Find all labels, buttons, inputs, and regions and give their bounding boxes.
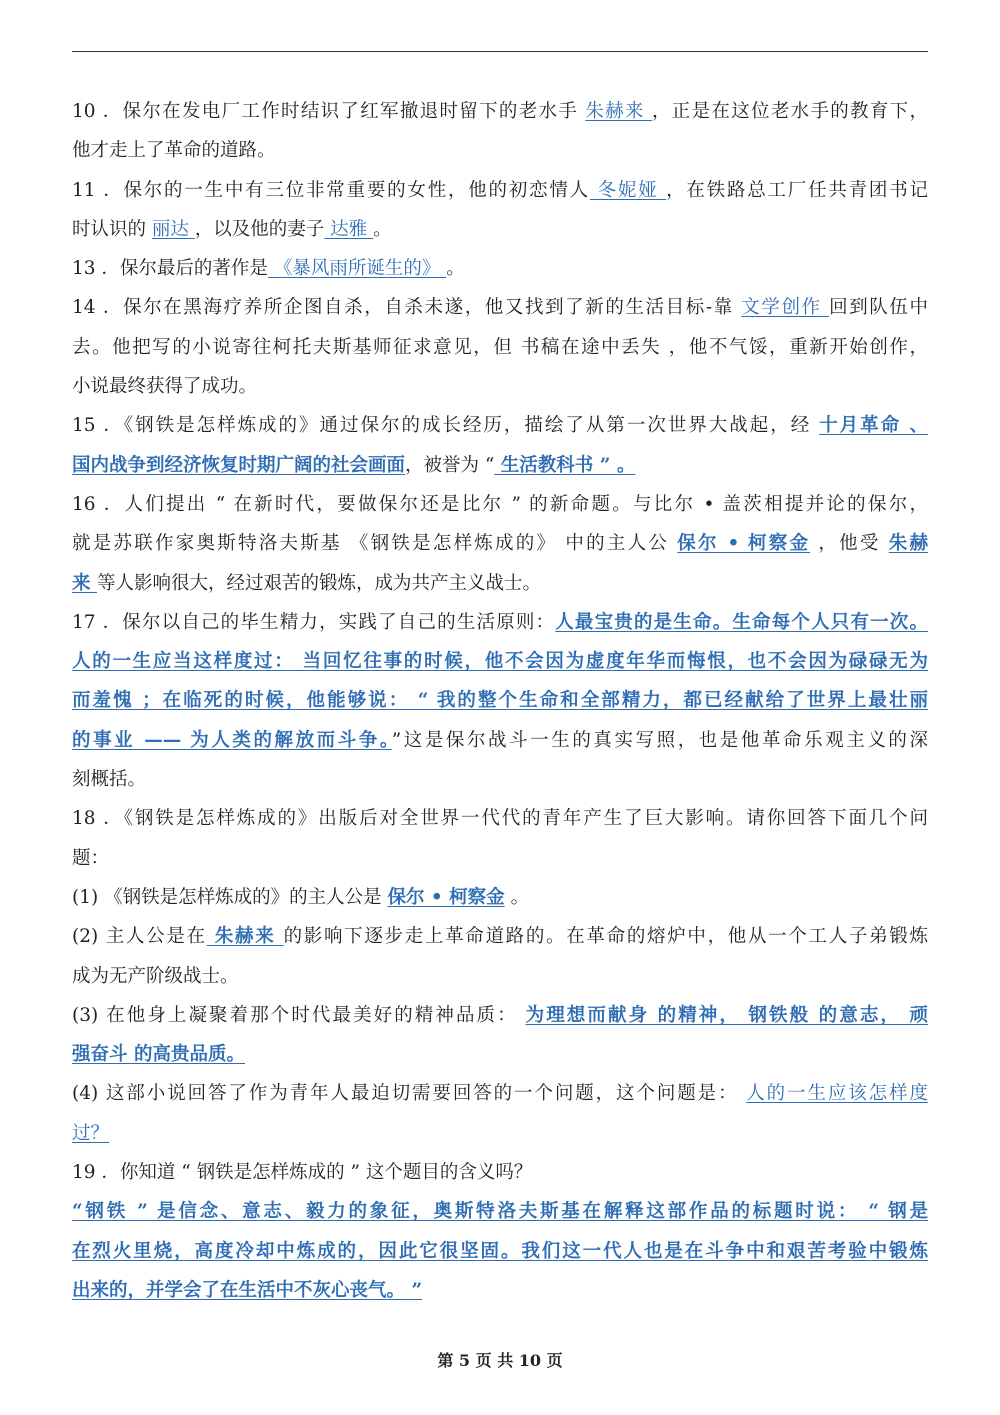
text-line	[72, 884, 928, 923]
question-text: (3) 在他身上凝聚着那个时代最美好的精神品质：	[72, 1004, 526, 1026]
question-text: 。	[504, 886, 530, 908]
question-text: ，正是在这位老水手的教育下，	[651, 101, 928, 122]
answer-text: 来	[72, 572, 97, 594]
question-text: 19 ．你知道 “ 钢铁是怎样炼成的 ” 这个题目的含义吗？	[72, 1162, 533, 1184]
answer-text: 为理想而献身 的精神， 钢铁般 的意志， 顽	[525, 1004, 928, 1026]
document-body	[72, 98, 928, 1316]
text-line	[72, 177, 928, 216]
footer-middle: 页 共	[475, 1351, 514, 1370]
answer-text: 在烈火里烧，高度冷却中炼成的，因此它很坚固。我们这一代人也是在斗争中和艰苦考验中锻炼	[72, 1240, 928, 1262]
answer-text: 人的一生应当这样度过： 当回忆往事的时候，他不会因为虚度年华而悔恨，也不会因为碌碌无为	[72, 651, 928, 673]
text-line	[72, 137, 928, 176]
text-line	[72, 98, 928, 137]
footer-prefix: 第	[437, 1351, 454, 1370]
question-text: ，在铁路总工厂任共青团书记	[666, 179, 928, 201]
question-text: 等人影响很大，经过艰苦的锻炼，成为共产主义战士。	[96, 572, 541, 594]
question-text: 去。他把写的小说寄往柯托夫斯基师征求意见，但 书稿在途中丢失 ，他不气馁，重新开始创作，	[72, 336, 928, 358]
text-line	[72, 1198, 928, 1237]
answer-text: 达雅	[324, 218, 374, 240]
question-text: (1) 《钢铁是怎样炼成的》的主人公是	[72, 886, 388, 908]
answer-text: “钢铁 ” 是信念、意志、毅力的象征，奥斯特洛夫斯基在解释这部作品的标题时说： “ 钢是	[72, 1201, 928, 1223]
question-text: 14 ．保尔在黑海疗养所企图自杀，自杀未遂，他又找到了新的生活目标-靠	[72, 297, 742, 319]
footer-suffix: 页	[546, 1351, 563, 1370]
answer-text: 而羞愧 ；在临死的时候，他能够说： “ 我的整个生命和全部精力，都已经献给了世界上最壮丽	[72, 690, 928, 712]
question-text: 成为无产阶级战士。	[72, 965, 239, 987]
question-text: 刻概括。	[72, 769, 147, 791]
answer-text: 强奋斗 的高贵品质。	[72, 1044, 245, 1066]
answer-text: 生活教科书 ” 。	[494, 454, 636, 476]
text-line	[72, 1080, 928, 1119]
answer-text: 保尔 • 柯察金	[387, 886, 505, 908]
answer-text: 出来的，并学会了在生活中不灰心丧气。 ”	[72, 1279, 423, 1301]
total-pages: 10	[518, 1351, 542, 1370]
text-line	[72, 412, 928, 451]
text-line	[72, 1159, 928, 1198]
answer-text: 过？	[72, 1122, 110, 1144]
answer-text: 朱赫	[888, 533, 928, 555]
question-text: 16 ．人们提出 “ 在新时代，要做保尔还是比尔 ” 的新命题。与比尔 • 盖茨相提并论的保尔，	[72, 493, 928, 515]
text-line	[72, 491, 928, 530]
question-text: 题：	[72, 847, 110, 869]
answer-text: 十月革命 、	[819, 415, 928, 437]
question-text: ，以及他的妻子	[194, 218, 325, 240]
text-line	[72, 452, 928, 491]
question-text: ”这是保尔战斗一生的真实写照，也是他革命乐观主义的深	[391, 729, 928, 751]
answer-text: 冬妮娅	[589, 179, 667, 201]
question-text: ，他受	[810, 533, 889, 555]
question-text: 就是苏联作家奥斯特洛夫斯基 《钢铁是怎样炼成的》 中的主人公	[72, 533, 678, 555]
question-text: 回到队伍中	[829, 297, 928, 319]
answer-text: 人的一生应该怎样度	[746, 1083, 928, 1105]
question-text: 小说最终获得了成功。	[72, 376, 258, 398]
answer-text: 《暴风雨所诞生的》	[267, 258, 447, 280]
question-text: 。	[373, 218, 392, 240]
text-line	[72, 1277, 928, 1316]
page-number: 5	[458, 1351, 471, 1370]
question-text: ，被誉为 “	[405, 454, 495, 476]
answer-text: 的事业 —— 为人类的解放而斗争。	[72, 729, 392, 751]
answer-text: 人最宝贵的是生命。生命每个人只有一次。	[555, 611, 928, 633]
question-text: 他才走上了革命的道路。	[72, 140, 276, 162]
answer-text: 文学创作	[741, 297, 830, 319]
text-line	[72, 727, 928, 766]
text-line	[72, 570, 928, 609]
text-line	[72, 648, 928, 687]
text-line	[72, 805, 928, 844]
answer-text: 保尔 • 柯察金	[677, 533, 811, 555]
text-line	[72, 609, 928, 648]
text-line	[72, 255, 928, 294]
answer-text: 国内战争到经济恢复时期广阔的社会画面	[72, 454, 406, 476]
text-line	[72, 845, 928, 884]
header-rule	[72, 51, 928, 52]
text-line	[72, 1041, 928, 1080]
question-text: 10 ．保尔在发电厂工作时结识了红军撤退时留下的老水手	[72, 101, 586, 122]
text-line	[72, 923, 928, 962]
text-line	[72, 963, 928, 1002]
question-text: 的影响下逐步走上革命道路的。在革命的熔炉中，他从一个工人子弟锻炼	[283, 926, 928, 948]
question-text: 11 ．保尔的一生中有三位非常重要的女性，他的初恋情人	[72, 179, 590, 201]
question-text: 13 ．保尔最后的著作是	[72, 258, 268, 280]
question-text: 17 ．保尔以自己的毕生精力，实践了自己的生活原则：	[72, 611, 556, 633]
answer-text: 朱赫来	[206, 926, 284, 948]
text-line	[72, 373, 928, 412]
text-line	[72, 1120, 928, 1159]
text-line	[72, 216, 928, 255]
question-text: 18 ．《钢铁是怎样炼成的》出版后对全世界一代代的青年产生了巨大影响。请你回答下面几个问	[72, 808, 928, 830]
answer-text: 朱赫来	[585, 101, 652, 122]
question-text: 。	[446, 258, 465, 280]
answer-text: 丽达	[151, 218, 195, 240]
text-line	[72, 687, 928, 726]
text-line	[72, 530, 928, 569]
question-text: 时认识的	[72, 218, 152, 240]
question-text: (2) 主人公是在	[72, 926, 207, 948]
page-footer	[0, 1348, 1000, 1371]
text-line	[72, 1002, 928, 1041]
text-line	[72, 294, 928, 333]
question-text: 15 ．《钢铁是怎样炼成的》通过保尔的成长经历，描绘了从第一次世界大战起，经	[72, 415, 820, 437]
text-line	[72, 334, 928, 373]
text-line	[72, 766, 928, 805]
text-line	[72, 1238, 928, 1277]
question-text: (4) 这部小说回答了作为青年人最迫切需要回答的一个问题，这个问题是：	[72, 1083, 747, 1105]
